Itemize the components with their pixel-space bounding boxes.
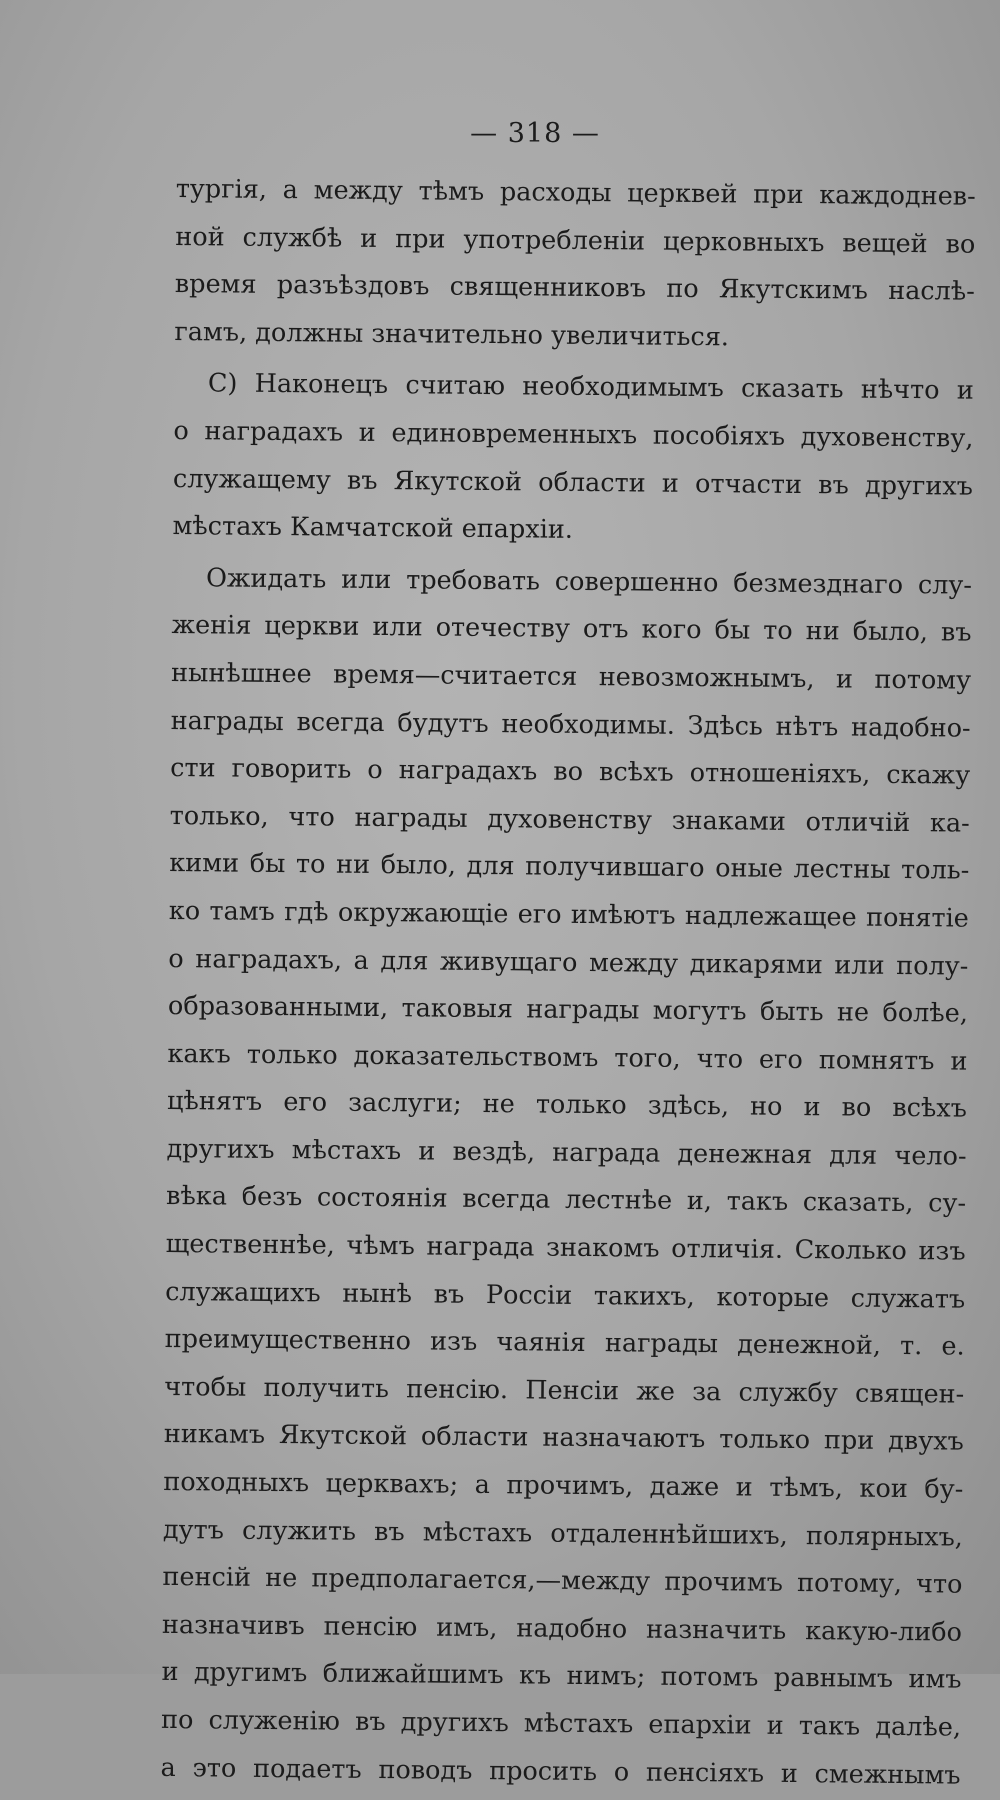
text-line: преимущественно изъ чаянія награды денежной, т. е. <box>164 1324 965 1362</box>
text-line: а это подаетъ поводъ просить о пенсіяхъ и смежнымъ <box>160 1752 961 1791</box>
text-line: о наградахъ, а для живущаго между дикарями или полу- <box>168 943 969 982</box>
body-text <box>160 166 976 1800</box>
text-line: пенсій не предполагается,—между прочимъ потому, что <box>162 1562 963 1600</box>
text-line: время разъѣздовъ священниковъ по Якутскимъ наслѣ- <box>174 269 975 307</box>
text-line: никамъ Якутской области назначаютъ только при двухъ <box>163 1419 964 1458</box>
text-line: образованными, таковыя награды могутъ быть не болѣе, <box>167 991 969 1029</box>
text-line: гамъ, должны значительно увеличиться. <box>174 316 730 353</box>
text-line: вѣка безъ состоянія всегда лестнѣе и, такъ сказать, су- <box>165 1181 967 1220</box>
text-line: и другимъ ближайшимъ къ нимъ; потомъ равнымъ имъ <box>161 1657 962 1696</box>
text-line: дутъ служить въ мѣстахъ отдаленнѣйшихъ, полярныхъ, <box>162 1514 964 1553</box>
text-line: служащихъ нынѣ въ Россіи такихъ, которые служатъ <box>165 1276 966 1315</box>
text-line: только, что награды духовенству знаками отличій ка- <box>169 800 970 839</box>
text-line: служащему въ Якутской области и отчасти въ другихъ <box>172 463 974 502</box>
text-line: сти говорить о наградахъ во всѣхъ отношеніяхъ, скажу <box>170 753 971 791</box>
text-line: Ожидать или требовать совершенно безмезднаго слу- <box>205 563 973 601</box>
text-line: женія церкви или отечеству отъ кого бы то ни было, въ <box>171 610 972 649</box>
text-line: награды всегда будутъ необходимы. Здѣсь нѣтъ надобно- <box>170 705 971 744</box>
text-line: походныхъ церквахъ; а прочимъ, даже и тѣмъ, кои бу- <box>163 1466 964 1505</box>
text-line: тургія, а между тѣмъ расходы церквей при каждоднев- <box>175 173 976 212</box>
text-line: чтобы получить пенсію. Пенсіи же за службу священ- <box>164 1371 965 1410</box>
text-line: ной службѣ и при употребленіи церковныхъ вещей во <box>175 221 976 260</box>
text-line: назначивъ пенсію имъ, надобно назначить какую-либо <box>161 1609 963 1648</box>
text-line: какъ только доказательствомъ того, что его помнятъ и <box>167 1038 968 1077</box>
text-line: щественнѣе, чѣмъ награда знакомъ отличія. Сколько изъ <box>165 1229 966 1267</box>
text-line: о наградахъ и единовременныхъ пособіяхъ духовенству, <box>173 415 974 454</box>
text-line: кими бы то ни было, для получившаго оные лестны толь- <box>169 848 970 886</box>
text-line: мѣстахъ Камчатской епархіи. <box>172 511 574 545</box>
text-line: нынѣшнее время—считается невозможнымъ, и потому <box>170 657 972 696</box>
text-line: по служенію въ другихъ мѣстахъ епархіи и такъ далѣе, <box>160 1704 962 1743</box>
page-number: — 318 — <box>470 118 600 149</box>
text-line: ко тамъ гдѣ окружающіе его имѣютъ надлежащее понятіе <box>168 895 969 934</box>
text-line: С) Наконецъ считаю необходимымъ сказать нѣчто и <box>207 368 975 407</box>
text-line: другихъ мѣстахъ и вездѣ, награда денежная для чело- <box>166 1133 967 1172</box>
text-line: цѣнятъ его заслуги; не только здѣсь, но и во всѣхъ <box>166 1086 968 1124</box>
